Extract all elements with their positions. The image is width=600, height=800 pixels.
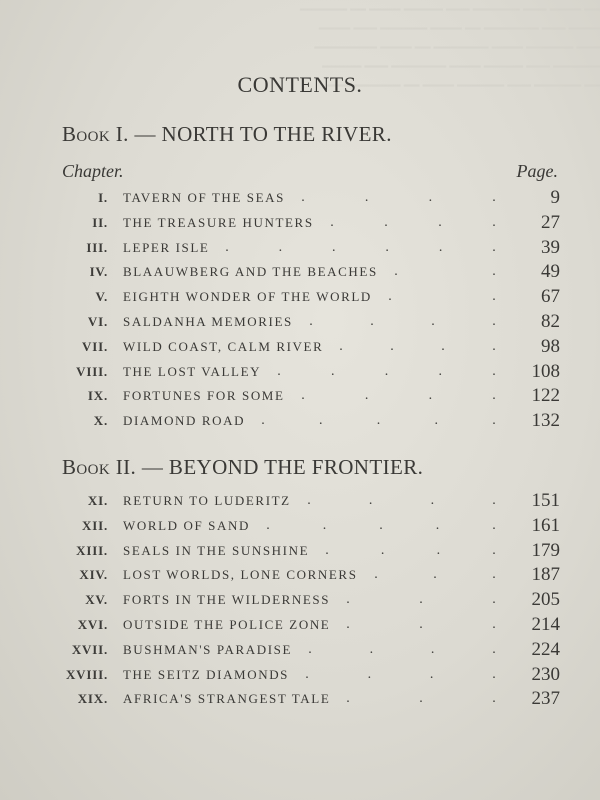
book-heading <box>62 455 423 480</box>
page-number: 82 <box>541 311 560 332</box>
page-number: 108 <box>531 360 560 382</box>
page-number: 237 <box>531 688 560 710</box>
chapter-title: DIAMOND ROAD <box>123 413 246 429</box>
page-title: CONTENTS. <box>237 72 363 97</box>
dot-leaders: . . . . <box>339 338 496 354</box>
chapter-number: VII. <box>82 338 108 354</box>
page-number: 122 <box>531 385 560 407</box>
toc-row <box>0 590 600 612</box>
toc-row <box>0 665 600 687</box>
book-title: — BEYOND THE FRONTIER. <box>141 455 424 479</box>
dot-leaders: . . . . <box>301 190 496 205</box>
dot-leaders: . . . <box>346 691 496 707</box>
dot-leaders: . . . . <box>309 314 496 329</box>
dot-leaders: . . . . <box>301 388 496 404</box>
dot-leaders: . . . . <box>307 493 496 508</box>
toc-row <box>0 213 600 235</box>
chapter-number: VIII. <box>76 363 108 379</box>
page-number: 9 <box>550 187 560 208</box>
page-number: 132 <box>531 410 560 432</box>
toc-row <box>0 411 600 433</box>
page-number: 49 <box>541 261 560 283</box>
page-number: 98 <box>541 335 560 357</box>
book-label: Book I. <box>62 122 129 146</box>
chapter-title: BLAAUWBERG AND THE BEACHES <box>123 264 378 280</box>
page-number: 67 <box>541 286 560 308</box>
chapter-title: RETURN TO LUDERITZ <box>123 493 291 508</box>
chapter-number: VI. <box>87 314 108 329</box>
page-number: 205 <box>531 589 560 611</box>
toc-row <box>0 640 600 662</box>
book-heading <box>62 122 392 147</box>
chapter-column-label: Chapter. <box>62 161 124 181</box>
show-through-texture: ━━ ━━━━ ━━━ ━━━━━━ ━━━ ━━━━━ ━━━━ ━━ ━━━━━━ ━━━━ ━━━ ━━━━━━━ ━━ ━━━━ ━━━━━━ ━━━ ━━━━ ━━━ ━━━━━━ ━━━━ ━━━━━━━ ━━ ━━━━ ━━━━━━━━ ━━━━━━ ━━━ ━━━━━ ━━━━ ━━━━━━━ ━━━ ━━━━━ ━━ ━━━━━━ ━━━ ━━━━━━ ━━━━ ━━ ━━━━━━ ━━━ <box>300 2 600 93</box>
book-label: Book II. <box>62 455 137 479</box>
chapter-number: XIV. <box>79 567 108 583</box>
dot-leaders: . . <box>388 289 496 305</box>
chapter-number: II. <box>92 214 108 230</box>
toc-row <box>0 386 600 408</box>
chapter-number: XIX. <box>77 691 108 707</box>
chapter-title: FORTS IN THE WILDERNESS <box>123 592 331 608</box>
chapter-title: BUSHMAN'S PARADISE <box>123 641 293 657</box>
dot-leaders: . . <box>394 264 496 280</box>
toc-row <box>0 262 600 284</box>
toc-row <box>0 238 600 260</box>
toc-row <box>0 615 600 637</box>
chapter-title: LOST WORLDS, LONE CORNERS <box>123 567 358 583</box>
chapter-title: THE TREASURE HUNTERS <box>123 214 314 230</box>
chapter-title: THE LOST VALLEY <box>123 363 262 379</box>
dot-leaders: . . . . <box>325 542 496 558</box>
page-number: 224 <box>531 638 560 660</box>
dot-leaders: . . . . . . <box>225 239 496 255</box>
dot-leaders: . . . . <box>305 666 496 682</box>
toc-row <box>0 188 600 210</box>
page-number: 230 <box>531 663 560 685</box>
chapter-number: I. <box>98 190 108 205</box>
chapter-number: X. <box>93 413 108 429</box>
page-number: 214 <box>531 614 560 635</box>
page-number: 161 <box>531 514 560 536</box>
page-number: 39 <box>541 236 560 258</box>
chapter-number: III. <box>86 239 108 255</box>
chapter-title: WILD COAST, CALM RIVER <box>123 338 324 354</box>
toc-row <box>0 287 600 309</box>
chapter-number: XVII. <box>71 641 108 657</box>
dot-leaders: . . . . . <box>277 363 496 379</box>
chapter-title: THE SEITZ DIAMONDS <box>123 666 290 682</box>
dot-leaders: . . . . <box>308 641 496 657</box>
chapter-number: XII. <box>82 517 108 533</box>
toc-row <box>0 362 600 384</box>
page-number: 151 <box>531 490 560 511</box>
book-title: — NORTH TO THE RIVER. <box>134 122 392 146</box>
chapter-title: SALDANHA MEMORIES <box>123 314 293 329</box>
chapter-title: LEPER ISLE <box>123 239 210 255</box>
toc-row <box>0 689 600 711</box>
toc-row <box>0 337 600 359</box>
toc-row <box>0 491 600 513</box>
chapter-title: FORTUNES FOR SOME <box>123 388 285 404</box>
dot-leaders: . . . . . <box>261 413 496 429</box>
chapter-number: IV. <box>89 264 108 280</box>
dot-leaders: . . . . <box>330 214 496 230</box>
toc-row <box>0 541 600 563</box>
chapter-number: XI. <box>87 493 108 508</box>
chapter-title: WORLD OF SAND <box>123 517 250 533</box>
chapter-title: TAVERN OF THE SEAS <box>123 190 285 205</box>
toc-row <box>0 516 600 538</box>
chapter-number: IX. <box>87 388 108 404</box>
chapter-number: XVIII. <box>65 666 108 682</box>
chapter-number: XVI. <box>77 617 108 632</box>
chapter-number: XIII. <box>76 542 108 558</box>
page-number: 179 <box>531 539 560 561</box>
chapter-title: EIGHTH WONDER OF THE WORLD <box>123 289 372 305</box>
chapter-number: V. <box>95 289 108 305</box>
page-column-label: Page. <box>516 161 558 181</box>
dot-leaders: . . . . . <box>266 517 496 533</box>
toc-row <box>0 565 600 587</box>
page-number: 187 <box>531 564 560 586</box>
dot-leaders: . . . <box>346 592 496 608</box>
toc-row <box>0 312 600 334</box>
chapter-title: AFRICA'S STRANGEST TALE <box>123 691 331 707</box>
chapter-title: OUTSIDE THE POLICE ZONE <box>123 617 331 632</box>
dot-leaders: . . . <box>374 567 496 583</box>
chapter-number: XV. <box>85 592 108 608</box>
dot-leaders: . . . <box>346 617 496 632</box>
page-number: 27 <box>541 211 560 233</box>
chapter-title: SEALS IN THE SUNSHINE <box>123 542 310 558</box>
